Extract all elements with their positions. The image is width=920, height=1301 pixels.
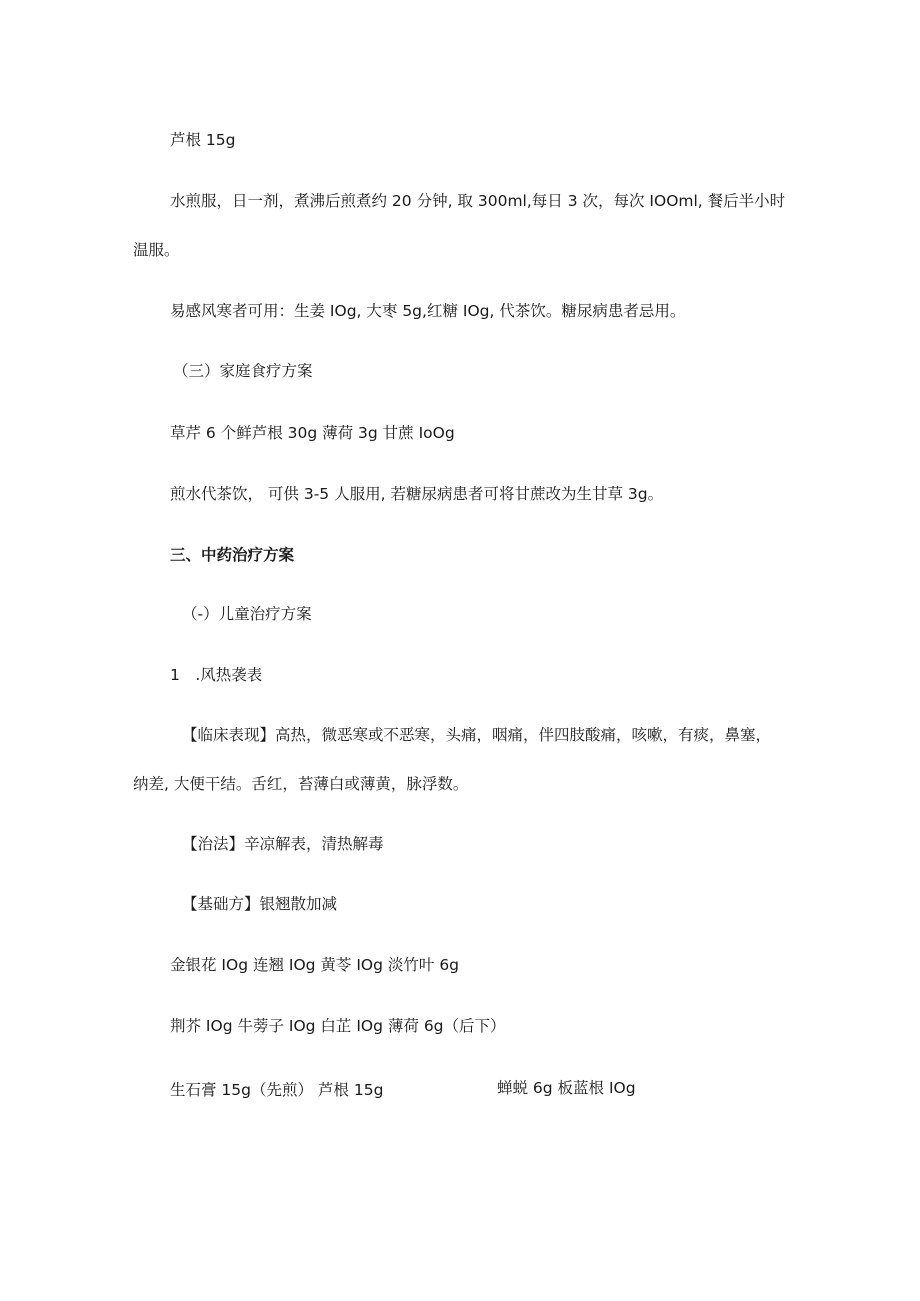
base-formula: 【基础方】银翘散加减	[182, 895, 338, 913]
decoction-instructions-cont: 温服。	[133, 241, 180, 259]
home-diet-instructions: 煎水代茶饮， 可供 3-5 人服用, 若糖尿病患者可将甘蔗改为生甘草 3g。	[170, 485, 664, 503]
formula-herbs-line-2: 荆芥 IOg 牛蒡子 IOg 白芷 IOg 薄荷 6g（后下）	[170, 1017, 506, 1035]
clinical-manifestation: 【临床表现】高热，微恶寒或不恶寒，头痛，咽痛，伴四肢酸痛，咳嗽，有痰，鼻塞，	[182, 726, 772, 744]
formula-herbs-line-1: 金银花 IOg 连翘 IOg 黄苓 IOg 淡竹叶 6g	[170, 956, 460, 974]
syndrome-heading: 1 .风热袭表	[170, 666, 263, 684]
cold-susceptible-note: 易感风寒者可用：生姜 IOg, 大枣 5g,红糖 IOg, 代茶饮。糖尿病患者忌用。	[170, 302, 686, 320]
home-diet-recipe: 草芹 6 个鲜芦根 30g 薄荷 3g 甘蔗 IoOg	[170, 424, 455, 442]
subsection-children-heading: （-）儿童治疗方案	[182, 605, 312, 623]
decoction-instructions: 水煎服，日一剂，煮沸后煎煮约 20 分钟, 取 300ml,每日 3 次，每次 IOOml, 餐后半小时	[170, 192, 786, 210]
formula-herbs-line-3: 生石膏 15g（先煎） 芦根 15g	[170, 1081, 384, 1099]
section-home-diet-heading: （三）家庭食疗方案	[173, 362, 313, 380]
formula-herbs-line-3-right: 蝉蜕 6g 板蓝根 IOg	[497, 1079, 636, 1097]
section-tcm-heading: 三、中药治疗方案	[170, 546, 295, 564]
treatment-method: 【治法】辛凉解表，清热解毒	[182, 835, 384, 853]
clinical-manifestation-cont: 纳差, 大便干结。舌红，苔薄白或薄黄，脉浮数。	[133, 775, 469, 793]
herb-line-lugen: 芦根 15g	[170, 131, 236, 149]
